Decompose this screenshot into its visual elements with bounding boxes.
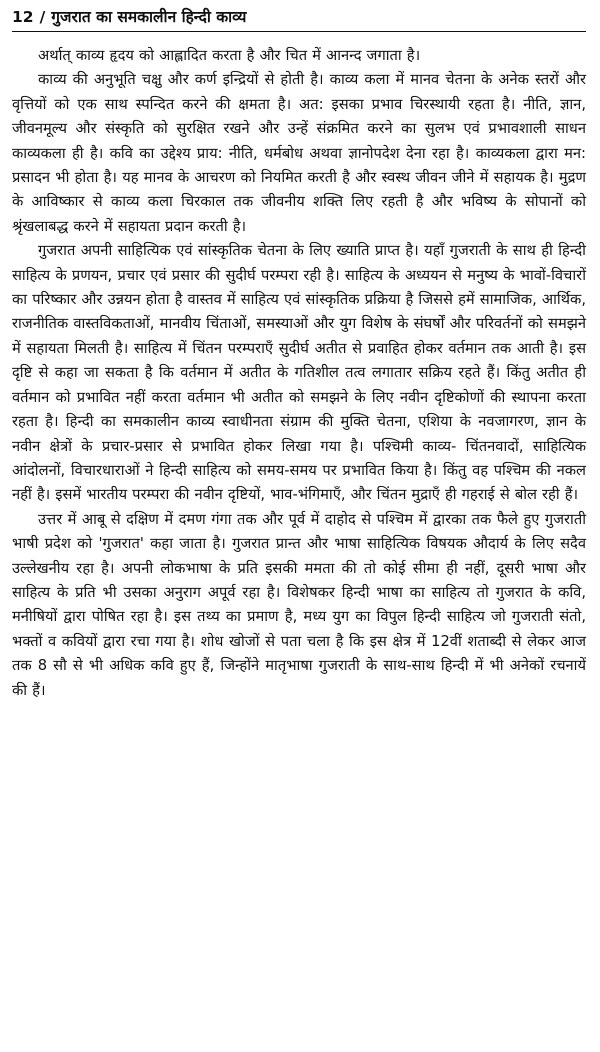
page-number: 12: [12, 8, 34, 26]
body-text: [12, 44, 586, 703]
book-title: गुजरात का समकालीन हिन्दी काव्य: [51, 8, 247, 26]
header-separator: /: [39, 8, 46, 26]
paragraph: अर्थात् काव्य हृदय को आह्लादित करता है और चित में आनन्द जगाता है।: [38, 47, 421, 64]
paragraph: उत्तर में आबू से दक्षिण में दमण गंगा तक और पूर्व में दाहोद से पश्चिम में द्वारका तक फैले हुए गुजराती भाषी प्रदेश को 'गुजरात' कहा जाता है। गुजरात प्रान्त और भाषा साहित्यिक विषयक औदार्य के लिए सदैव उल्लेखनीय रहा है। अपनी लोकभाषा के प्रति इसकी ममता की तो कोई सीमा ही नहीं, दूसरी भाषा और साहित्य के प्रति भी उसका अनुराग अपूर्व रहा है। विशेषकर हिन्दी भाषा का साहित्य तो गुजरात के कवि, मनीषियों द्वारा पोषित रहा है। इस तथ्य का प्रमाण है, मध्य युग का विपुल हिन्दी साहित्य जो गुजराती संतो, भक्तों व कवियों द्वारा रचा गया है। शोध खोजों से पता चला है कि इस क्षेत्र में 12वीं शताब्दी से लेकर आज तक 8 सौ से भी अधिक कवि हुए हैं, जिन्होंने मातृभाषा गुजराती के साथ-साथ हिन्दी में भी अनेकों रचनायें की हैं।: [12, 510, 586, 699]
paragraph: काव्य की अनुभूति चक्षु और कर्ण इन्द्रियों से होती है। काव्य कला में मानव चेतना के अनेक स्तरों और वृत्तियों को एक साथ स्पन्दित करने की क्षमता है। अत: इसका प्रभाव चिरस्थायी रहता है। नीति, ज्ञान, जीवनमूल्य और संस्कृति को सुरक्षित रखने और उन्हें संक्रमित करने का सुलभ एवं प्रभावशाली साधन काव्यकला ही है। कवि का उद्देश्य प्राय: नीति, धर्मबोध अथवा ज्ञानोपदेश देना रहा है। काव्यकला द्वारा मन: प्रसादन भी होता है। यह मानव के आचरण को नियमित करती है और स्वस्थ जीवन जीने में सहायक है। मुद्रण के आविष्कार से काव्य कला चिरकाल तक जीवनीय शक्ति लिए रहती है और भविष्य के सोपानों को श्रृंखलाबद्ध करने में सहायता प्रदान करती है।: [12, 71, 586, 235]
running-header: [12, 6, 586, 32]
paragraph: गुजरात अपनी साहित्यिक एवं सांस्कृतिक चेतना के लिए ख्याति प्राप्त है। यहाँ गुजराती के साथ ही हिन्दी साहित्य के प्रणयन, प्रचार एवं प्रसार की सुदीर्घ परम्परा रही है। साहित्य के अध्ययन से मनुष्य के भावों-विचारों का परिष्कार और उन्नयन होता है वास्तव में साहित्य एवं सांस्कृतिक प्रक्रिया है जिससे हमें सामाजिक, आर्थिक, राजनीतिक वास्तविकताओं, मानवीय चिंताओं, समस्याओं और युग विशेष के संघर्षों और परिवर्तनों को समझने में सहायता मिलती है। साहित्य में चिंतन परम्पराएँ सुदीर्घ अतीत से प्रवाहित होकर वर्तमान तक आती है। इस दृष्टि से कहा जा सकता है कि वर्तमान में अतीत के गतिशील तत्व लगातार सक्रिय रहते हैं। किंतु अतीत ही वर्तमान को प्रभावित नहीं करता वर्तमान भी अतीत को समझने के लिए नवीन दृष्टिकोणों की स्थापना करता रहता है। हिन्दी का समकालीन काव्य स्वाधीनता संग्राम की मुक्ति चेतना, एशिया के नवजागरण, ज्ञान के नवीन क्षेत्रों के प्रचार-प्रसार से प्रभावित होकर लिखा गया है। पश्चिमी काव्य- चिंतनवादों, साहित्यिक आंदोलनों, विचारधाराओं ने हिन्दी साहित्य को समय-समय पर प्रभावित किया है। किंतु वह पश्चिम की नकल नहीं है। इसमें भारतीय परम्परा की नवीन दृष्टियों, भाव-भंगिमाएँ, और चिंतन मुद्राएँ ही गहराई से बोल रही हैं।: [12, 242, 586, 504]
